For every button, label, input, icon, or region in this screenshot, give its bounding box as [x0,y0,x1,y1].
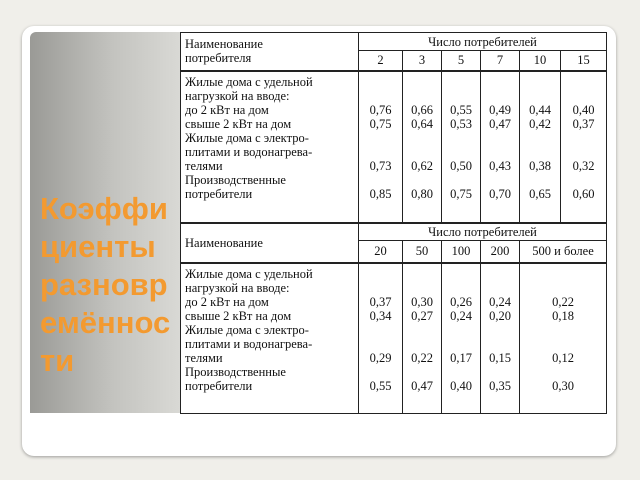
value-cell: 0,85 [369,186,392,201]
value-cell: 0,40 [572,102,595,117]
table1-col-2 [359,71,403,223]
table2-row-label-industrial-cont: потребители [185,378,253,393]
value-cell: 0,26 [450,294,472,309]
table1-row-label-group-cont: нагрузкой на вводе: [185,88,290,103]
value-cell: 0,37 [369,294,392,309]
table1-body-row [181,71,607,223]
table2-count: 100 [442,241,481,263]
table2-group-header: Число потребителей [359,223,607,241]
table2-row-label-electric: Жилые дома с электро- [185,322,309,337]
value-cell: 0,18 [552,308,574,323]
table2-header-row [181,223,607,241]
value-cell: 0,20 [489,308,511,323]
value-cell: 0,38 [529,158,551,173]
value-cell: 0,22 [411,350,433,365]
value-cell: 0,75 [450,186,472,201]
table1-row-label-electric-end: телями [185,158,223,173]
table1-name-header [181,33,359,71]
value-cell: 0,40 [450,378,472,393]
table2-count: 20 [359,241,403,263]
value-cell: 0,34 [369,308,392,323]
value-cell: 0,24 [450,308,472,323]
value-cell: 0,29 [369,350,392,365]
value-cell: 0,75 [369,116,392,131]
table1-col-10 [520,71,561,223]
value-cell: 0,27 [411,308,433,323]
table2-row-label-group: Жилые дома с удельной [185,266,313,281]
table1-row-label-industrial-cont: потребители [185,186,253,201]
table2-count: 200 [481,241,520,263]
table2-body-row [181,263,607,414]
table2-row-label: свыше 2 кВт на дом [185,308,292,323]
table1-col-7 [481,71,520,223]
value-cell: 0,24 [489,294,511,309]
table2-row-label: до 2 кВт на дом [185,294,269,309]
value-cell: 0,50 [450,158,472,173]
value-cell: 0,37 [572,116,595,131]
table1-count: 15 [561,51,607,71]
table2-row-label-group-cont: нагрузкой на вводе: [185,280,290,295]
table2-col-20 [359,263,403,414]
value-cell: 0,32 [572,158,595,173]
table1-col-15 [561,71,607,223]
value-cell: 0,73 [369,158,392,173]
coefficient-table [180,32,607,414]
value-cell: 0,12 [552,350,574,365]
value-cell: 0,55 [450,102,472,117]
table1-header-row [181,33,607,51]
table2-col-200 [481,263,520,414]
value-cell: 0,47 [411,378,433,393]
value-cell: 0,70 [489,186,511,201]
value-cell: 0,30 [411,294,433,309]
value-cell: 0,44 [529,102,551,117]
table1-count: 3 [403,51,442,71]
table2-count: 50 [403,241,442,263]
table1-row-label-group: Жилые дома с удельной [185,74,313,89]
value-cell: 0,64 [411,116,433,131]
table2-row-label-electric-cont: плитами и водонагрева- [185,336,313,351]
slide-title: Коэффициенты разновремённости [40,191,171,378]
table2-col-50 [403,263,442,414]
table1-row-label-industrial: Производственные [185,172,286,187]
value-cell: 0,60 [572,186,595,201]
value-cell: 0,80 [411,186,433,201]
value-cell: 0,43 [489,158,511,173]
value-cell: 0,55 [369,378,392,393]
table1-row-label-electric: Жилые дома с электро- [185,130,309,145]
value-cell: 0,47 [489,116,511,131]
value-cell: 0,49 [489,102,511,117]
table1-count: 7 [481,51,520,71]
table1-group-header: Число потребителей [359,33,607,51]
value-cell: 0,66 [411,102,433,117]
table1-row-label-electric-cont: плитами и водонагрева- [185,144,313,159]
table1-name-header-line-2: потребителя [185,51,252,66]
value-cell: 0,35 [489,378,511,393]
table1-col-3 [403,71,442,223]
table2-count: 500 и более [520,241,607,263]
value-cell: 0,17 [450,350,472,365]
table2-row-label-industrial: Производственные [185,364,286,379]
value-cell: 0,53 [450,116,472,131]
table1-labels [181,71,359,223]
table1-count: 2 [359,51,403,71]
table1-name-header-line-1: Наименование [185,37,263,52]
table1-count: 10 [520,51,561,71]
value-cell: 0,65 [529,186,551,201]
value-cell: 0,42 [529,116,551,131]
table1-row-label: свыше 2 кВт на дом [185,116,292,131]
table2-labels [181,263,359,414]
value-cell: 0,15 [489,350,511,365]
table1-count: 5 [442,51,481,71]
value-cell: 0,22 [552,294,574,309]
table2-name-header: Наименование [181,223,359,263]
value-cell: 0,62 [411,158,433,173]
table1-col-5 [442,71,481,223]
table2-col-100 [442,263,481,414]
value-cell: 0,76 [369,102,392,117]
table2-row-label-electric-end: телями [185,350,223,365]
table2-col-500-plus [520,263,607,414]
value-cell: 0,30 [552,378,574,393]
table1-row-label: до 2 кВт на дом [185,102,269,117]
